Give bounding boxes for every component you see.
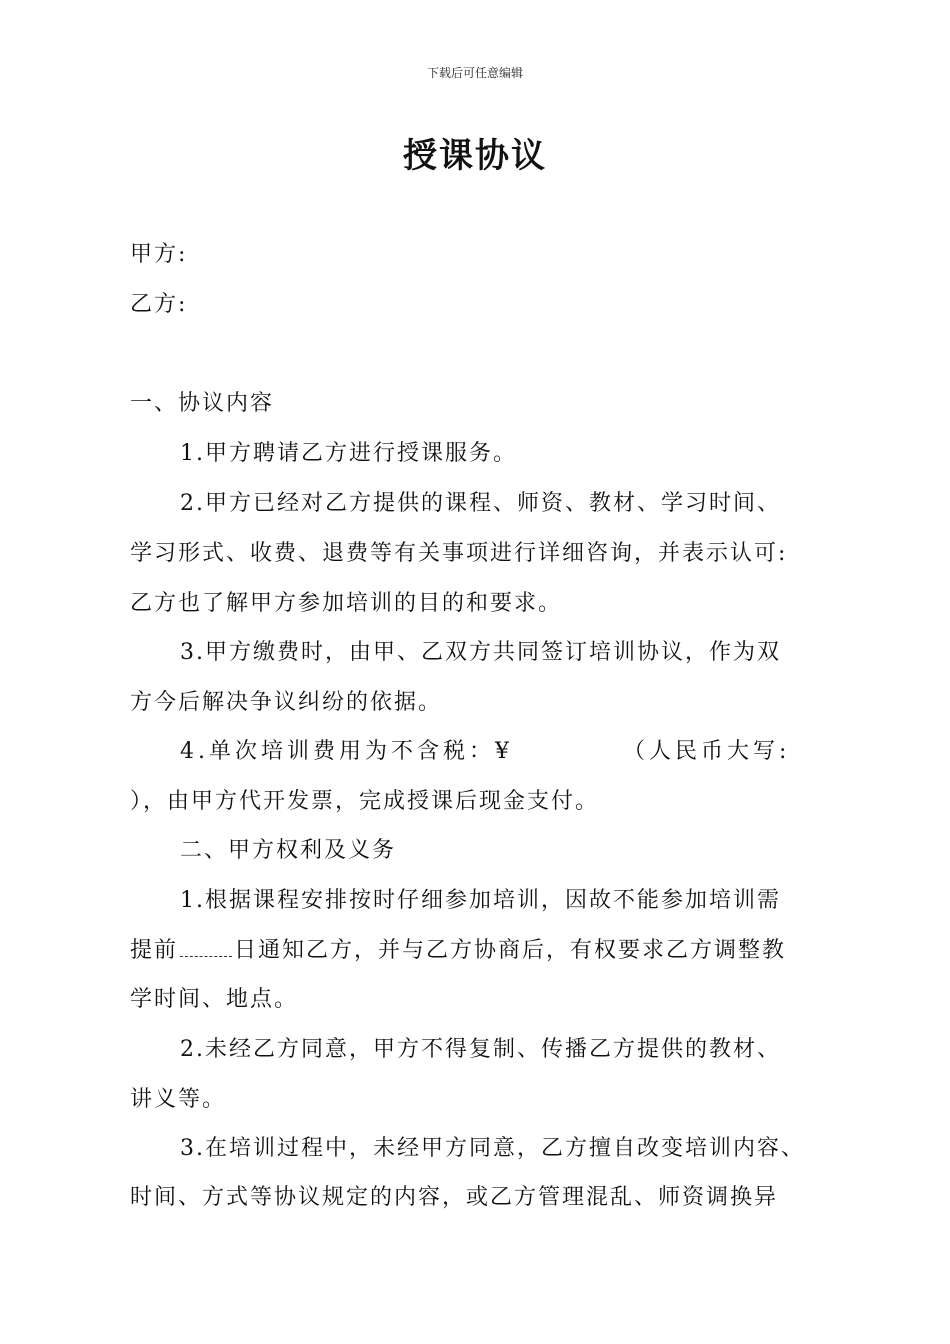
section-1-item-3-line-2: 方今后解决争议纠纷的依据。: [130, 690, 443, 715]
section-2-item-2-line-2: 讲义等。: [130, 1087, 227, 1112]
section-1-item-4-line-1: [180, 737, 790, 767]
section-2-item-2-line-1: 2.未经乙方同意，甲方不得复制、传播乙方提供的教材、: [180, 1037, 781, 1062]
section-2-item-3-line-2: 时间、方式等协议规定的内容，或乙方管理混乱、师资调换异: [130, 1185, 779, 1210]
notice-suffix: 日通知乙方，并与乙方协商后，有权要求乙方调整教: [234, 938, 787, 963]
section-1-item-2-line-3: 乙方也了解甲方参加培训的目的和要求。: [130, 591, 563, 616]
notice-prefix: 提前: [130, 938, 179, 963]
section-1-item-4-line-2: ），由甲方代开发票，完成授课后现金支付。: [130, 789, 600, 814]
section-1-item-3-line-1: 3.甲方缴费时，由甲、乙双方共同签订培训协议，作为双: [180, 640, 781, 665]
section-1-heading: 一、协议内容: [130, 391, 275, 416]
party-b-label: 乙方:: [130, 292, 188, 317]
notice-days-blank: [180, 940, 232, 957]
section-2-heading: 二、甲方权利及义务: [180, 838, 397, 863]
section-1-item-2-line-1: 2.甲方已经对乙方提供的课程、师资、教材、学习时间、: [180, 491, 781, 516]
party-a-label: 甲方:: [130, 242, 188, 267]
section-1-item-2-line-2: 学习形式、收费、退费等有关事项进行详细咨询，并表示认可:: [130, 541, 788, 566]
fee-uppercase-label: （人民币大写:: [623, 739, 791, 764]
section-2-item-3-line-1: 3.在培训过程中，未经甲方同意，乙方擅自改变培训内容、: [180, 1136, 805, 1161]
section-2-item-1-line-3: 学时间、地点。: [130, 987, 299, 1012]
section-1-item-1: 1.甲方聘请乙方进行授课服务。: [180, 441, 517, 466]
header-note: 下载后可任意编辑: [426, 66, 523, 80]
document-title: 授课协议: [403, 136, 547, 176]
section-2-item-1-line-2: [130, 936, 786, 966]
section-2-item-1-line-1: 1.根据课程安排按时仔细参加培训，因故不能参加培训需: [180, 888, 781, 913]
fee-label: 4.单次培训费用为不含税：¥: [180, 739, 513, 764]
